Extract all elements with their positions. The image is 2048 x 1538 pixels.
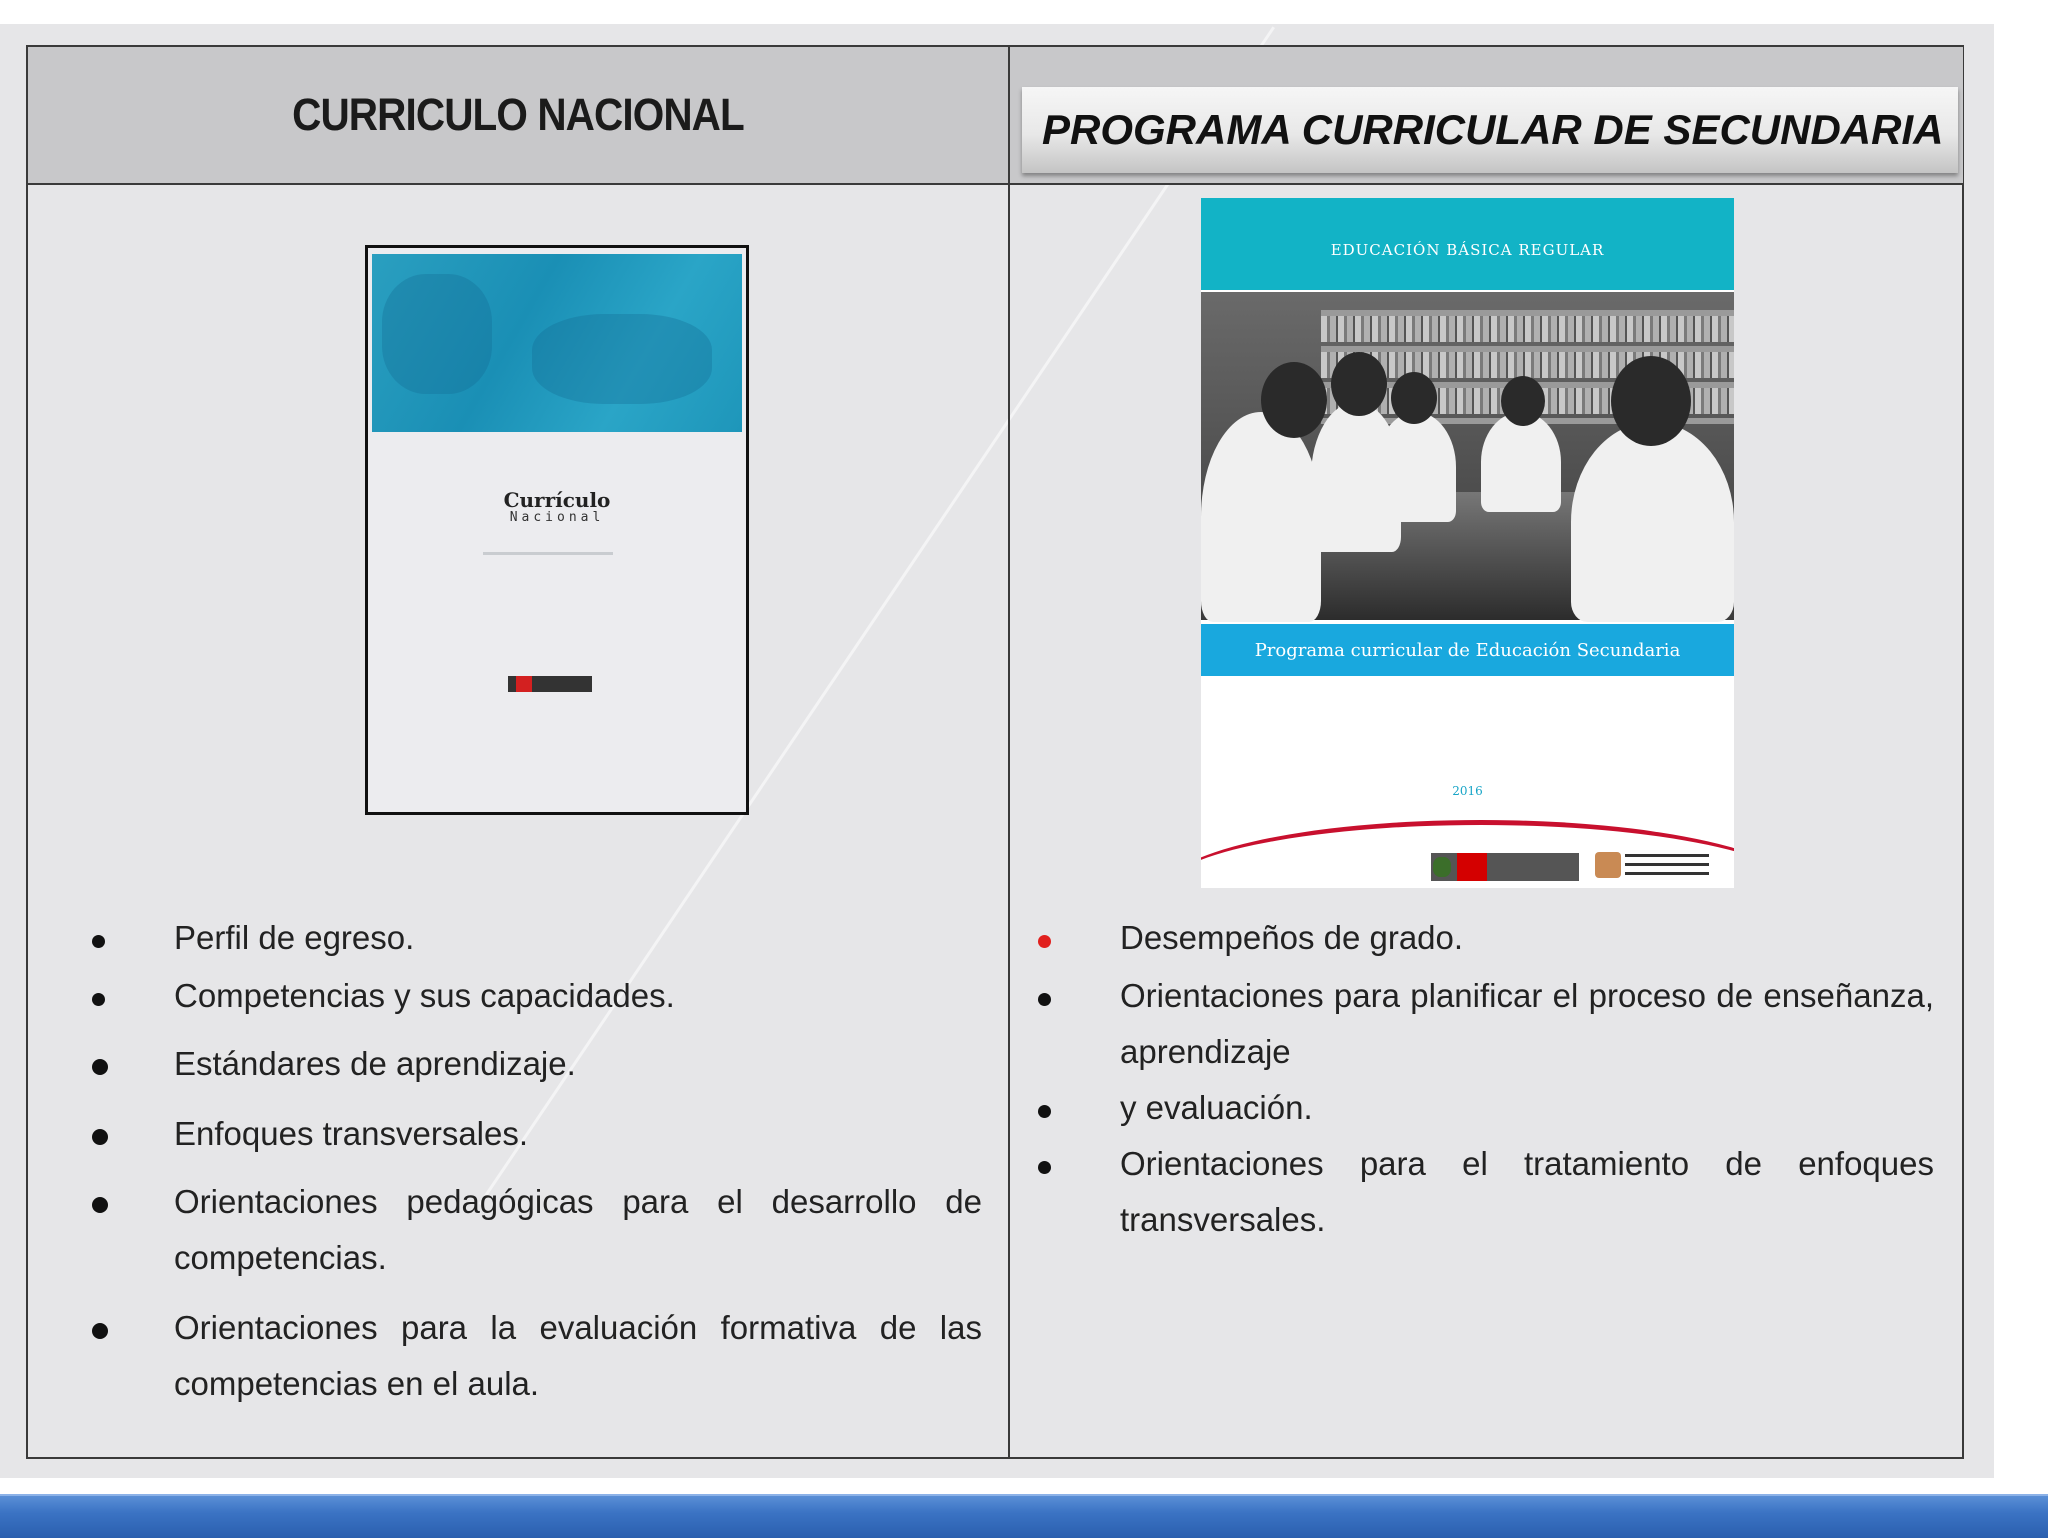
- header-divider: [28, 183, 1962, 185]
- slide-footer-bar: [0, 1494, 2048, 1538]
- list-item: Desempeños de grado.: [1120, 910, 1934, 966]
- cover-subtitle-line: [483, 552, 613, 555]
- curriculo-nacional-cover-image: [365, 245, 749, 815]
- right-header-title: PROGRAMA CURRICULAR DE SECUNDARIA: [1042, 106, 1944, 153]
- list-item: Enfoques transversales.: [174, 1106, 982, 1162]
- right-header-banner: [1022, 87, 1958, 173]
- cover-title-band-text: Programa curricular de Educación Secundaria: [1254, 639, 1681, 661]
- left-column-header: [28, 47, 1008, 183]
- bullet-icon: [92, 935, 105, 948]
- cover-top-band: [1201, 198, 1734, 290]
- right-column-header: [1010, 47, 1963, 183]
- bullet-icon: [1038, 1105, 1051, 1118]
- list-item: Orientaciones para la evaluación formativa de las competencias en el aula.: [174, 1300, 982, 1412]
- trabajando-para-todos-logo-icon: [1595, 850, 1715, 882]
- list-item: Orientaciones para el tratamiento de enfoques transversales.: [1120, 1136, 1934, 1248]
- students-photo: [1201, 292, 1734, 620]
- list-item: Competencias y sus capacidades.: [174, 968, 982, 1024]
- cover-top-band-text: EDUCACIÓN BÁSICA REGULAR: [1330, 241, 1605, 259]
- cover-title-line2: Nacional: [509, 510, 605, 525]
- bullet-icon: [92, 1059, 108, 1075]
- programa-curricular-cover-image: [1201, 198, 1734, 888]
- list-item: y evaluación.: [1120, 1080, 1934, 1136]
- bullet-icon: [92, 1197, 108, 1213]
- list-item: Orientaciones para planificar el proceso de enseñanza, aprendizaje: [1120, 968, 1934, 1080]
- cover-title-band: [1201, 624, 1734, 676]
- bullet-icon: [1038, 935, 1051, 948]
- bullet-icon: [92, 993, 105, 1006]
- list-item: Perfil de egreso.: [174, 910, 982, 966]
- cover-year: 2016: [1452, 784, 1483, 798]
- column-divider: [1008, 47, 1010, 1457]
- bullet-icon: [1038, 1161, 1051, 1174]
- ministry-logo-icon: [508, 676, 592, 692]
- right-bullet-list: [1120, 910, 1934, 1248]
- list-item: Orientaciones pedagógicas para el desarrollo de competencias.: [174, 1174, 982, 1286]
- cover-title-line1: Currículo: [503, 488, 611, 512]
- bullet-icon: [1038, 993, 1051, 1006]
- cover-teal-band: [372, 254, 742, 432]
- bullet-icon: [92, 1323, 108, 1339]
- left-header-title: CURRICULO NACIONAL: [292, 89, 744, 140]
- list-item: Estándares de aprendizaje.: [174, 1036, 982, 1092]
- ministerio-educacion-logo-icon: [1431, 853, 1579, 881]
- left-bullet-list: [174, 910, 982, 1412]
- bullet-icon: [92, 1129, 108, 1145]
